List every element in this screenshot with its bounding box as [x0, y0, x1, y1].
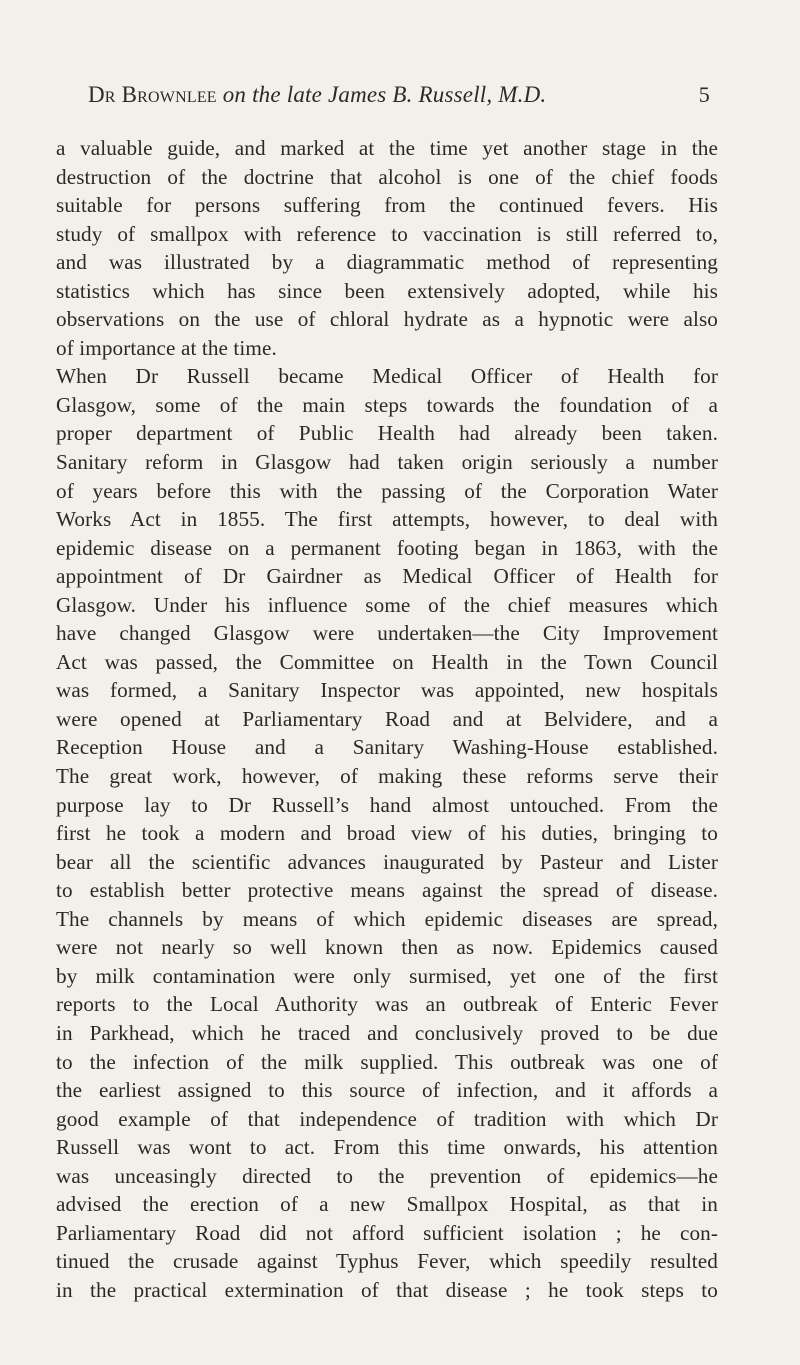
text-line: in Parkhead, which he traced and conclusively proved to be due — [56, 1020, 718, 1045]
text-line: of importance at the time. — [56, 335, 277, 360]
running-head-subject: the late James B. Russell, M.D. — [252, 82, 547, 107]
running-head-on: on — [222, 82, 247, 107]
text-line: were not nearly so well known then as now. Epidemics caused — [56, 935, 718, 960]
text-line: proper department of Public Health had already been taken. — [56, 421, 718, 446]
text-line: Parliamentary Road did not afford sufficient isolation ; he con- — [56, 1220, 718, 1245]
text-line: a valuable guide, and marked at the time yet another stage in the — [56, 136, 718, 160]
text-line: Sanitary reform in Glasgow had taken origin seriously a number — [56, 450, 718, 475]
text-line: The great work, however, of making these reforms serve their — [56, 764, 718, 789]
text-line: good example of that independence of tradition with which Dr — [56, 1106, 718, 1131]
text-line: Russell was wont to act. From this time onwards, his attention — [56, 1135, 718, 1160]
text-line: to the infection of the milk supplied. This outbreak was one of — [56, 1049, 718, 1074]
text-line: statistics which has since been extensively adopted, while his — [56, 278, 718, 303]
text-line: When Dr Russell became Medical Officer of Health for — [56, 364, 718, 389]
text-line: tinued the crusade against Typhus Fever, which speedily resulted — [56, 1249, 718, 1274]
text-line: epidemic disease on a permanent footing began in 1863, with the — [56, 535, 718, 560]
text-line: to establish better protective means against the spread of disease. — [56, 878, 718, 903]
text-line: Works Act in 1855. The first attempts, however, to deal with — [56, 507, 718, 532]
text-line: destruction of the doctrine that alcohol is one of the chief foods — [56, 164, 718, 189]
text-line: Glasgow, some of the main steps towards the foundation of a — [56, 392, 718, 417]
text-line: and was illustrated by a diagrammatic method of representing — [56, 250, 718, 275]
text-line: was formed, a Sanitary Inspector was appointed, new hospitals — [56, 678, 718, 703]
text-line: were opened at Parliamentary Road and at Belvidere, and a — [56, 706, 718, 731]
text-line: observations on the use of chloral hydrate as a hypnotic were also — [56, 307, 718, 332]
text-line: suitable for persons suffering from the continued fevers. His — [56, 193, 718, 218]
running-head — [88, 82, 710, 118]
text-line: bear all the scientific advances inaugurated by Pasteur and Lister — [56, 849, 718, 874]
running-head-author: Dr Brownlee — [88, 82, 217, 107]
text-line: Glasgow. Under his influence some of the chief measures which — [56, 592, 718, 617]
text-line: by milk contamination were only surmised, yet one of the first — [56, 963, 718, 988]
text-line: reports to the Local Authority was an outbreak of Enteric Fever — [56, 992, 718, 1017]
text-line: study of smallpox with reference to vaccination is still referred to, — [56, 221, 718, 246]
text-line: The channels by means of which epidemic diseases are spread, — [56, 906, 718, 931]
text-line: Act was passed, the Committee on Health in the Town Council — [56, 649, 718, 674]
text-line: appointment of Dr Gairdner as Medical Officer of Health for — [56, 564, 718, 589]
text-line: in the practical extermination of that disease ; he took steps to — [56, 1277, 718, 1302]
text-line: was unceasingly directed to the prevention of epidemics—he — [56, 1163, 718, 1188]
text-line: first he took a modern and broad view of his duties, bringing to — [56, 821, 718, 846]
text-line: of years before this with the passing of the Corporation Water — [56, 478, 718, 503]
text-line: advised the erection of a new Smallpox Hospital, as that in — [56, 1192, 718, 1217]
page-number: 5 — [698, 82, 710, 107]
text-line: the earliest assigned to this source of infection, and it affords a — [56, 1078, 718, 1103]
text-line: purpose lay to Dr Russell’s hand almost untouched. From the — [56, 792, 718, 817]
body-text — [56, 134, 718, 1304]
text-line: have changed Glasgow were undertaken—the City Improvement — [56, 621, 718, 646]
text-line: Reception House and a Sanitary Washing-House established. — [56, 735, 718, 760]
